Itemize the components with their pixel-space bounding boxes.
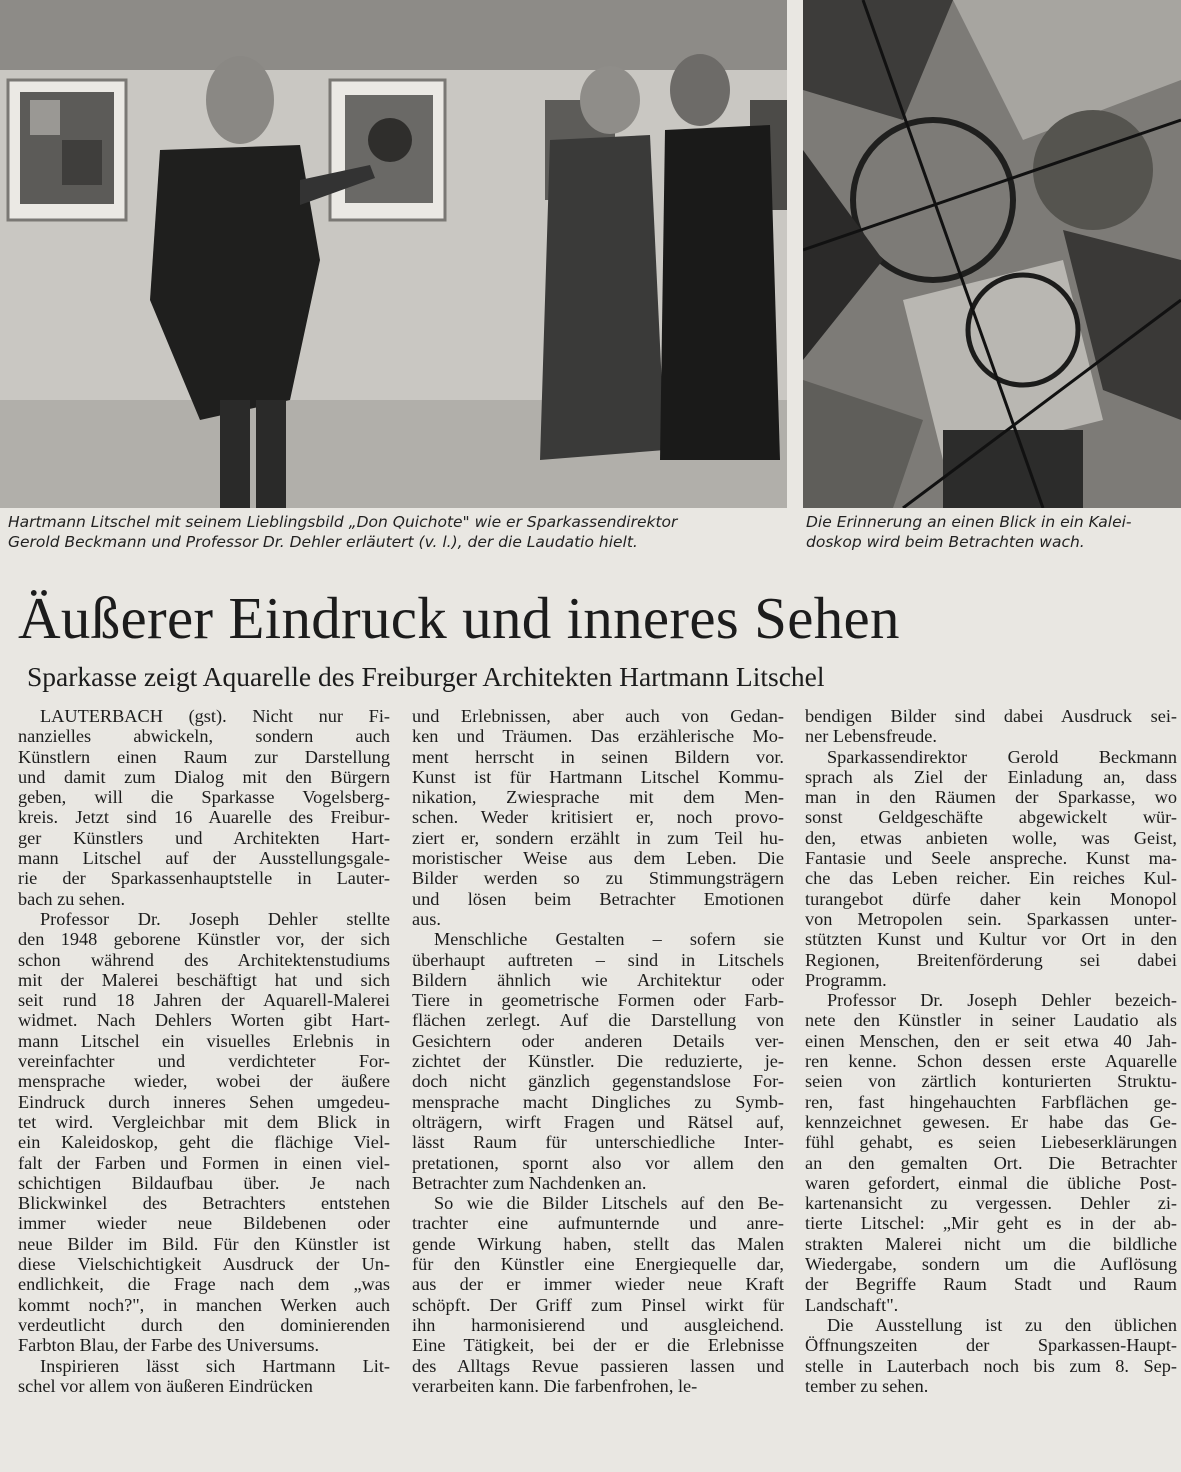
article-paragraph: [412, 706, 784, 929]
text-line: turangebot dürfe daher kein Monopol: [805, 888, 1177, 909]
text-line: tember zu sehen.: [805, 1375, 929, 1396]
text-line: des Alltags Revue passieren lassen und: [412, 1355, 784, 1376]
text-line: Die Ausstellung ist zu den üblichen: [827, 1314, 1177, 1335]
text-line: den 1948 geborene Künstler vor, der sich: [18, 929, 390, 950]
text-line: und lösen beim Betrachter Emotionen: [412, 888, 784, 909]
text-line: Menschliche Gestalten – sofern sie: [434, 929, 784, 950]
article-paragraph: [805, 747, 1177, 991]
text-line: Öffnungszeiten der Sparkassen-Haupt-: [805, 1335, 1177, 1356]
text-line: Inspirieren lässt sich Hartmann Lit-: [40, 1355, 390, 1376]
text-line: Kunst ist für Hartmann Litschel Kommu-: [412, 766, 784, 787]
text-line: verdeutlicht durch den dominierenden: [18, 1314, 390, 1335]
text-line: ken und Träumen. Das erzählerische Mo-: [412, 726, 784, 747]
text-line: seit rund 18 Jahren der Aquarell-Malerei: [18, 990, 390, 1011]
text-line: stützten Kunst und Kultur vor Ort in den: [805, 929, 1177, 950]
article-subheadline: Sparkasse zeigt Aquarelle des Freiburger Architekten Hartmann Litschel: [27, 661, 825, 692]
text-line: Regionen, Breitenförderung sei dabei: [805, 949, 1177, 970]
text-line: Eine Tätigkeit, bei der er die Erlebnisse: [412, 1335, 784, 1356]
text-line: zichtet der Künstler. Die reduzierte, je-: [412, 1051, 784, 1072]
text-line: vereinfachter und verdichteter For-: [18, 1051, 390, 1072]
text-line: ihn harmonisierend und ausgleichend.: [412, 1314, 784, 1335]
text-line: immer wieder neue Bildebenen oder: [18, 1213, 390, 1234]
text-line: ein Kaleidoskop, geht die flächige Viel-: [18, 1132, 390, 1153]
article-column-2: [412, 706, 784, 1396]
text-line: strakten Malerei nicht um die bildliche: [805, 1233, 1177, 1254]
text-line: Landschaft".: [805, 1294, 899, 1315]
text-line: schel vor allem von äußeren Eindrücken: [18, 1375, 313, 1396]
text-line: schichtigen Bildaufbau über. Je nach: [18, 1172, 390, 1193]
text-line: trachter eine aufmunternde und anre-: [412, 1213, 784, 1234]
text-line: Wiedergabe, sondern um die Auflösung: [805, 1254, 1177, 1275]
text-line: bendigen Bilder sind dabei Ausdruck sei-: [805, 706, 1177, 726]
text-line: mensprache macht Dingliches zu Symb-: [412, 1091, 784, 1112]
article-column-3: [805, 706, 1177, 1396]
text-line: ren kenne. Schon dessen erste Aquarelle: [805, 1051, 1177, 1072]
text-line: Betrachter zum Nachdenken an.: [412, 1172, 647, 1193]
text-line: Fantasie und Seele anspreche. Kunst ma-: [805, 848, 1177, 869]
text-line: überhaupt auftreten – sind in Litschels: [412, 949, 784, 970]
text-line: pretationen, spornt also vor allem den: [412, 1152, 784, 1173]
text-line: der Begriffe Raum Stadt und Raum: [805, 1274, 1177, 1295]
gallery-photo: [0, 0, 787, 508]
text-line: ren, fast hingehauchten Farbflächen ge-: [805, 1091, 1177, 1112]
text-line: seien von zärtlich konturierten Struktu-: [805, 1071, 1177, 1092]
text-line: und Erlebnissen, aber auch von Gedan-: [412, 706, 784, 726]
text-line: olträgern, wirft Fragen und Rätsel auf,: [412, 1111, 784, 1132]
text-line: an den gemalten Ort. Die Betrachter: [805, 1152, 1177, 1173]
photo-caption-left: [8, 512, 788, 552]
text-line: den, etwas anbieten wolle, was Geist,: [805, 827, 1177, 848]
text-line: lässt Raum für unterschiedliche Inter-: [412, 1132, 784, 1153]
text-line: schon während des Architektenstudiums: [18, 949, 390, 970]
text-line: von Metropolen sein. Sparkassen unter-: [805, 908, 1177, 929]
text-line: endlichkeit, die Frage nach dem „was: [18, 1274, 390, 1295]
text-line: aus der er immer wieder neue Kraft: [412, 1274, 784, 1295]
caption-line: Hartmann Litschel mit seinem Lieblingsbild „Don Quichote" wie er Sparkassendirektor: [8, 513, 678, 531]
text-line: LAUTERBACH (gst). Nicht nur Fi-: [40, 706, 390, 726]
text-line: Gesichtern oder anderen Details ver-: [412, 1030, 784, 1051]
text-line: Professor Dr. Joseph Dehler stellte: [40, 908, 390, 929]
text-line: falt der Farben und Formen in einen viel-: [18, 1152, 390, 1173]
text-line: man in den Räumen der Sparkasse, wo: [805, 787, 1177, 808]
text-line: stelle in Lauterbach noch bis zum 8. Sep-: [805, 1355, 1177, 1376]
text-line: mit der Malerei beschäftigt hat und sich: [18, 969, 390, 990]
text-line: kartenansicht zu vergessen. Dehler zi-: [805, 1193, 1177, 1214]
text-line: für den Künstler eine Energiequelle dar,: [412, 1254, 784, 1275]
caption-line: doskop wird beim Betrachten wach.: [806, 533, 1085, 551]
text-line: fühl gehabt, es seien Liebeserklärungen: [805, 1132, 1177, 1153]
text-line: mensprache wieder, wobei der äußere: [18, 1071, 390, 1092]
text-line: doch nicht gänzlich gegenstandslose For-: [412, 1071, 784, 1092]
text-line: schöpft. Der Griff zum Pinsel wirkt für: [412, 1294, 784, 1315]
article-paragraph: [805, 706, 1177, 747]
text-line: kreis. Jetzt sind 16 Auarelle des Freibur-: [18, 807, 390, 828]
text-line: kommt noch?", in manchen Werken auch: [18, 1294, 390, 1315]
text-line: Farbton Blau, der Farbe des Universums.: [18, 1335, 320, 1356]
article-paragraph: [18, 1356, 390, 1397]
text-line: ner Lebensfreude.: [805, 726, 937, 747]
text-line: diese Vielschichtigkeit Ausdruck der Un-: [18, 1254, 390, 1275]
text-line: mann Litschel ein visuelles Erlebnis in: [18, 1030, 390, 1051]
article-paragraph: [805, 990, 1177, 1315]
text-line: Eindruck durch inneres Sehen umgedeu-: [18, 1091, 390, 1112]
text-line: rie der Sparkassenhauptstelle in Lauter-: [18, 868, 390, 889]
text-line: verarbeiten kann. Die farbenfrohen, le-: [412, 1375, 698, 1396]
text-line: che das Leben reicher. Ein reiches Kul-: [805, 868, 1177, 889]
caption-line: Die Erinnerung an einen Blick in ein Kalei-: [806, 513, 1132, 531]
text-line: Programm.: [805, 969, 887, 990]
text-line: kennzeichnet gewesen. Er habe das Ge-: [805, 1111, 1177, 1132]
article-paragraph: [412, 1193, 784, 1396]
text-line: mann Litschel auf der Ausstellungsgale-: [18, 848, 390, 869]
text-line: waren gefordert, einmal die übliche Post-: [805, 1172, 1177, 1193]
text-line: tierte Litschel: „Mir geht es in der ab-: [805, 1213, 1177, 1234]
text-line: moristischer Weise aus dem Leben. Die: [412, 848, 784, 869]
text-line: ziert er, sondern erzählt in zum Teil hu-: [412, 827, 784, 848]
article-paragraph: [18, 909, 390, 1356]
text-line: aus.: [412, 908, 441, 929]
text-line: nikation, Zwiesprache mit dem Men-: [412, 787, 784, 808]
text-line: Blickwinkel des Betrachters entstehen: [18, 1193, 390, 1214]
caption-line: Gerold Beckmann und Professor Dr. Dehler erläutert (v. l.), der die Laudatio hielt.: [8, 533, 638, 551]
text-line: nete den Künstler in seiner Laudatio als: [805, 1010, 1177, 1031]
text-line: neue Bilder im Bild. Für den Künstler ist: [18, 1233, 390, 1254]
article-headline: Äußerer Eindruck und inneres Sehen: [18, 585, 900, 651]
text-line: sonst Geldgeschäfte abgewickelt wür-: [805, 807, 1177, 828]
text-line: widmet. Nach Dehlers Worten gibt Hart-: [18, 1010, 390, 1031]
text-line: nanzielles abwickeln, sondern auch: [18, 726, 390, 747]
article-paragraph: [805, 1315, 1177, 1396]
text-line: Bildern ähnlich wie Architektur oder: [412, 969, 784, 990]
text-line: schen. Weder kritisiert er, noch provo-: [412, 807, 784, 828]
text-line: und damit zum Dialog mit den Bürgern: [18, 766, 390, 787]
text-line: gende Wirkung haben, stellt das Malen: [412, 1233, 784, 1254]
article-column-1: [18, 706, 390, 1396]
article-paragraph: [18, 706, 390, 909]
article-paragraph: [412, 929, 784, 1193]
text-line: So wie die Bilder Litschels auf den Be-: [434, 1193, 784, 1214]
text-line: sprach als Ziel der Einladung an, dass: [805, 766, 1177, 787]
text-line: Sparkassendirektor Gerold Beckmann: [827, 746, 1177, 767]
artwork-photo: [803, 0, 1181, 508]
text-line: Künstlern einen Raum zur Darstellung: [18, 746, 390, 767]
text-line: Tiere in geometrische Formen oder Farb-: [412, 990, 784, 1011]
text-line: bach zu sehen.: [18, 888, 126, 909]
text-line: einen Menschen, den er seit etwa 40 Jah-: [805, 1030, 1177, 1051]
text-line: Professor Dr. Joseph Dehler bezeich-: [827, 990, 1177, 1011]
text-line: Bilder werden so zu Stimmungsträgern: [412, 868, 784, 889]
text-line: tet wird. Vergleichbar mit dem Blick in: [18, 1111, 390, 1132]
text-line: flächen zerlegt. Auf die Darstellung von: [412, 1010, 784, 1031]
photo-caption-right: [806, 512, 1178, 552]
text-line: ment herrscht in seinen Bildern vor.: [412, 746, 784, 767]
text-line: geben, will die Sparkasse Vogelsberg-: [18, 787, 390, 808]
text-line: ger Künstlers und Architekten Hart-: [18, 827, 390, 848]
